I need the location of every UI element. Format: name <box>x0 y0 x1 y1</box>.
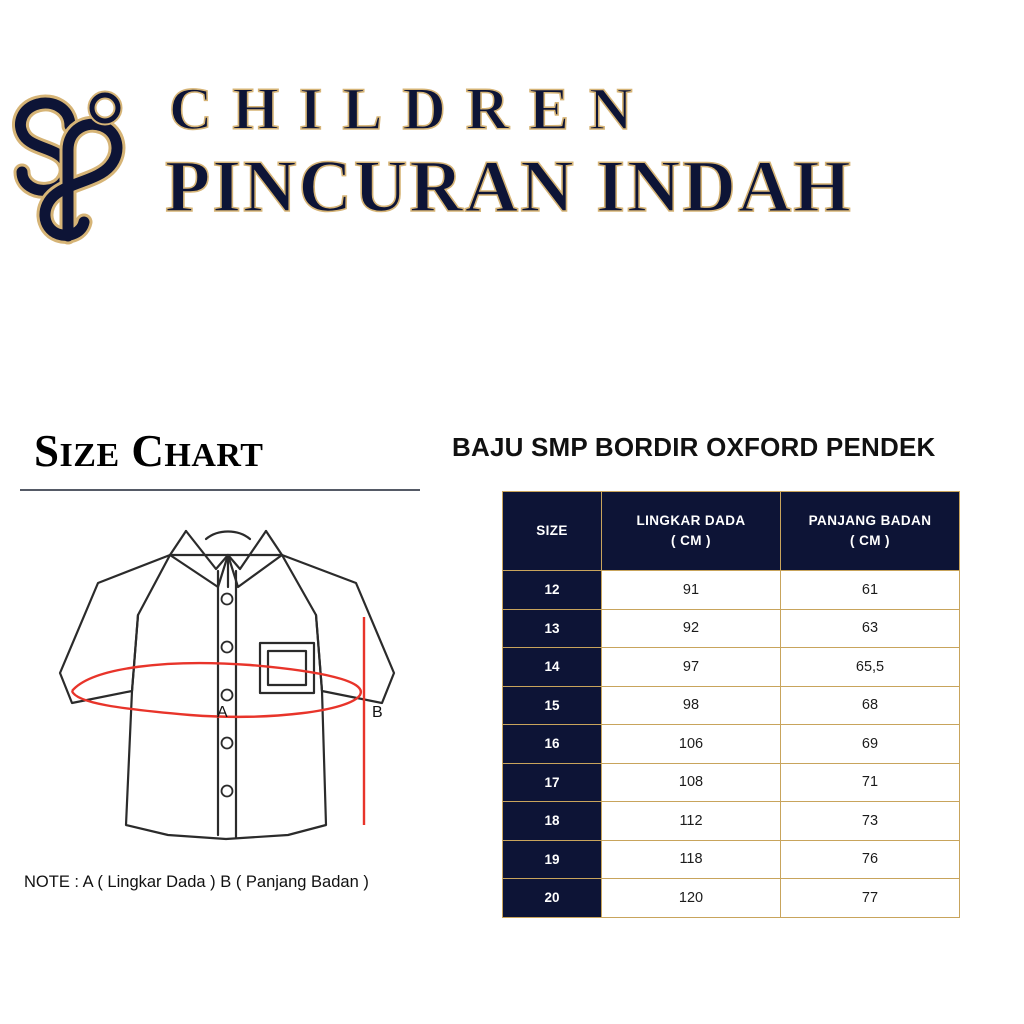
table-row <box>503 609 960 648</box>
cell-lingkar-dada: 120 <box>602 879 781 918</box>
product-size-panel <box>452 432 1012 918</box>
cell-panjang-badan: 69 <box>781 725 960 764</box>
cell-size: 14 <box>503 648 602 687</box>
cell-size: 12 <box>503 571 602 610</box>
size-table-body <box>503 571 960 918</box>
brand-header <box>0 78 1024 278</box>
cell-size: 16 <box>503 725 602 764</box>
cell-lingkar-dada: 92 <box>602 609 781 648</box>
cell-size: 20 <box>503 879 602 918</box>
cell-lingkar-dada: 118 <box>602 840 781 879</box>
diagram-label-a: A <box>217 704 228 721</box>
product-title: BAJU SMP BORDIR OXFORD PENDEK <box>452 432 936 462</box>
cell-panjang-badan: 68 <box>781 686 960 725</box>
size-table <box>502 491 960 918</box>
size-chart-title: SIZE CHART <box>34 426 264 476</box>
table-row <box>503 840 960 879</box>
cell-lingkar-dada: 108 <box>602 763 781 802</box>
cell-size: 13 <box>503 609 602 648</box>
cell-lingkar-dada: 91 <box>602 571 781 610</box>
table-row <box>503 571 960 610</box>
cell-size: 18 <box>503 802 602 841</box>
cell-panjang-badan: 76 <box>781 840 960 879</box>
brand-line-pincuran-indah: PINCURAN INDAH <box>165 146 853 228</box>
table-row <box>503 802 960 841</box>
cell-panjang-badan: 73 <box>781 802 960 841</box>
table-row <box>503 686 960 725</box>
measurement-note: NOTE : A ( Lingkar Dada ) B ( Panjang Badan ) <box>24 873 369 891</box>
monogram-sp-logo-icon <box>8 86 158 251</box>
cell-lingkar-dada: 98 <box>602 686 781 725</box>
size-chart-panel <box>20 425 440 892</box>
cell-panjang-badan: 71 <box>781 763 960 802</box>
cell-lingkar-dada: 106 <box>602 725 781 764</box>
cell-panjang-badan: 77 <box>781 879 960 918</box>
cell-size: 19 <box>503 840 602 879</box>
shirt-diagram <box>20 495 440 865</box>
cell-size: 15 <box>503 686 602 725</box>
cell-lingkar-dada: 112 <box>602 802 781 841</box>
column-header-panjang-badan: PANJANG BADAN ( CM ) <box>781 492 960 571</box>
column-header-size: SIZE <box>503 492 602 571</box>
table-row <box>503 725 960 764</box>
table-header-row <box>503 492 960 571</box>
cell-panjang-badan: 63 <box>781 609 960 648</box>
size-table-head <box>503 492 960 571</box>
cell-lingkar-dada: 97 <box>602 648 781 687</box>
cell-size: 17 <box>503 763 602 802</box>
title-divider <box>20 489 420 491</box>
table-row <box>503 763 960 802</box>
brand-wordmark <box>165 78 1020 227</box>
table-row <box>503 879 960 918</box>
column-header-lingkar-dada: LINGKAR DADA ( CM ) <box>602 492 781 571</box>
brand-line-children: CHILDREN <box>169 76 653 142</box>
cell-panjang-badan: 61 <box>781 571 960 610</box>
diagram-label-b: B <box>372 704 383 721</box>
table-row <box>503 648 960 687</box>
cell-panjang-badan: 65,5 <box>781 648 960 687</box>
